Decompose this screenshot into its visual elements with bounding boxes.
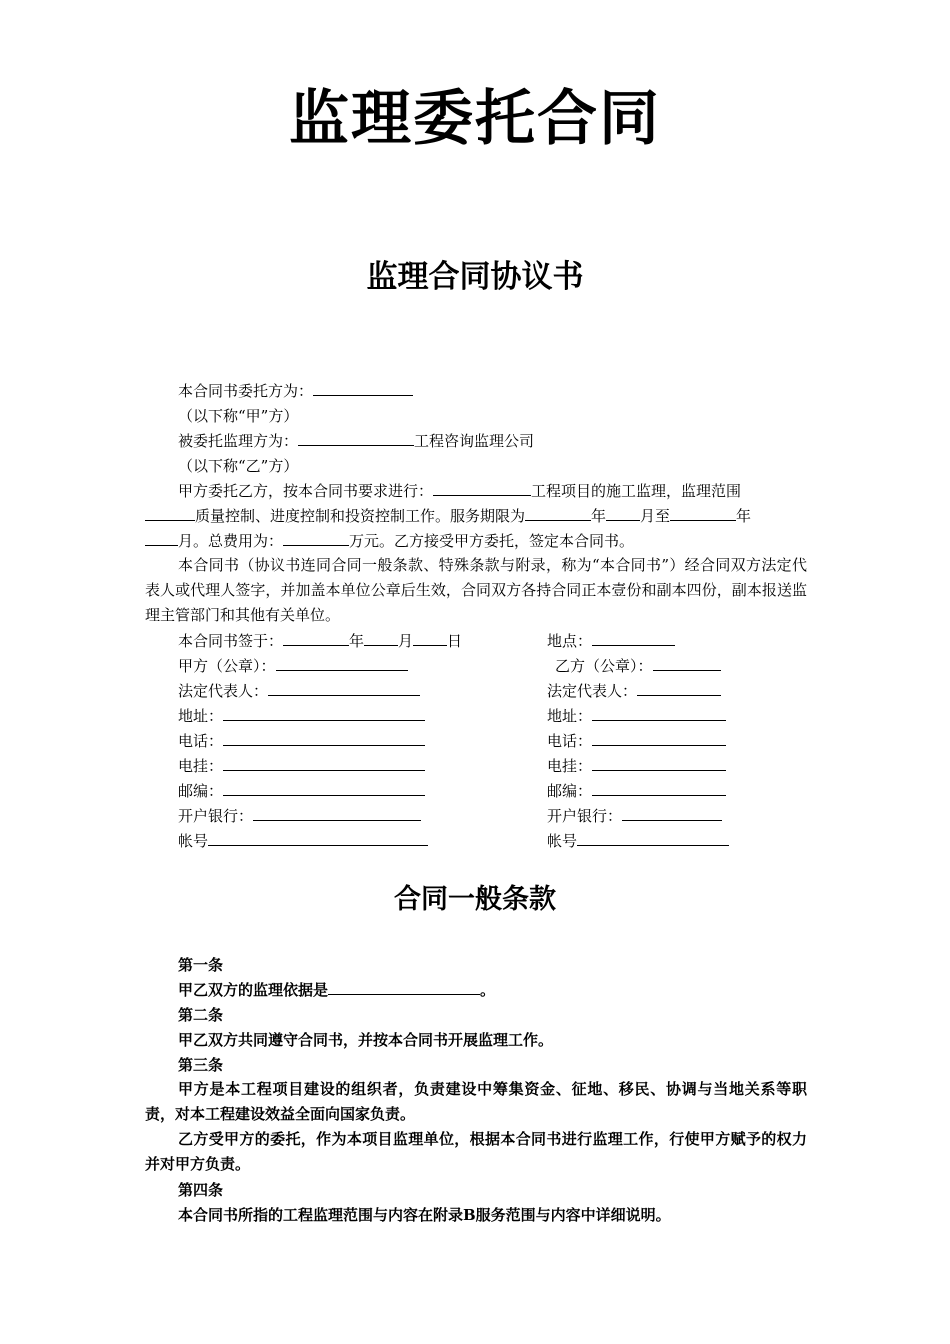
contractor-label: 被委托监理方为：	[178, 432, 299, 450]
para1-text-g: 月。总费用为：	[178, 532, 284, 550]
article-2-title: 第二条	[178, 1006, 224, 1024]
sign-year-blank	[283, 631, 349, 646]
para2: 本合同书（协议书连同合同一般条款、特殊条款与附录，称为“本合同书”）经合同双方法定代表人或代理人签字，并加盖本单位公章后生效，合同双方各持合同正本壹份和副本四份，副本报送监理主管部门和其他有关单位。	[145, 556, 807, 624]
para1-text-c: 质量控制、进度控制和投资控制工作。服务期限为	[195, 507, 526, 525]
party-b-bank-label: 开户银行：	[547, 807, 623, 825]
para1-text-f: 年	[736, 507, 752, 525]
para1-text-e: 月至	[640, 507, 671, 525]
party-b-cable-blank	[592, 756, 726, 771]
party-a-seal	[178, 656, 408, 676]
party-b-address-blank	[592, 706, 726, 721]
party-a-cable-blank	[223, 756, 425, 771]
para1-line3	[145, 531, 634, 551]
end-month-blank	[145, 531, 178, 546]
party-a-rep-blank	[268, 681, 420, 696]
party-b-cable-label: 电挂：	[547, 757, 593, 775]
party-b-account	[547, 831, 729, 851]
party-a-phone	[178, 731, 425, 751]
place-line	[547, 631, 675, 651]
sign-day-label: 日	[447, 632, 463, 650]
party-a-bank-label: 开户银行：	[178, 807, 254, 825]
party-b-address-label: 地址：	[547, 707, 593, 725]
place-blank	[592, 631, 675, 646]
end-year-blank	[670, 506, 736, 521]
party-a-address	[178, 706, 425, 726]
party-a-seal-blank	[276, 656, 408, 671]
party-a-postcode-label: 邮编：	[178, 782, 224, 800]
party-a-bank	[178, 806, 421, 826]
contractor-blank	[298, 431, 414, 446]
party-a-cable-label: 电挂：	[178, 757, 224, 775]
basis-blank	[328, 980, 480, 995]
article-1-text	[178, 980, 495, 1000]
article-1-title: 第一条	[178, 956, 224, 974]
party-a-address-blank	[223, 706, 425, 721]
signing-line	[178, 631, 462, 651]
party-b-account-label: 帐号	[547, 832, 578, 850]
para1-text-d: 年	[591, 507, 607, 525]
party-b-seal	[555, 656, 721, 676]
party-a-postcode	[178, 781, 425, 801]
party-b-postcode-label: 邮编：	[547, 782, 593, 800]
contractor-note: （以下称“乙”方）	[178, 457, 299, 475]
party-b-account-blank	[577, 831, 729, 846]
party-a-bank-blank	[253, 806, 421, 821]
party-b-rep-label: 法定代表人：	[547, 682, 638, 700]
principal-line	[178, 381, 413, 401]
principal-label: 本合同书委托方为：	[178, 382, 314, 400]
party-a-rep-label: 法定代表人：	[178, 682, 269, 700]
principal-blank	[313, 381, 413, 396]
sign-month-blank	[364, 631, 398, 646]
party-a-address-label: 地址：	[178, 707, 224, 725]
party-a-account	[178, 831, 428, 851]
party-b-phone-label: 电话：	[547, 732, 593, 750]
contractor-line	[178, 431, 534, 451]
article-4-title: 第四条	[178, 1181, 224, 1199]
party-b-postcode	[547, 781, 726, 801]
para1-text-b: 工程项目的施工监理，监理范围	[531, 482, 742, 500]
place-label: 地点：	[547, 632, 593, 650]
scope-blank	[145, 506, 195, 521]
article-3-para-2: 乙方受甲方的委托，作为本项目监理单位，根据本合同书进行监理工作，行使甲方赋予的权力并对甲方负责。	[145, 1130, 807, 1173]
party-a-account-blank	[208, 831, 428, 846]
party-b-seal-label: 乙方（公章）：	[555, 657, 653, 675]
party-b-cable	[547, 756, 726, 776]
general-clauses-title: 合同一般条款	[394, 884, 556, 915]
article-3-para-1: 甲方是本工程项目建设的组织者，负责建设中筹集资金、征地、移民、协调与当地关系等职责，对本工程建设效益全面向国家负责。	[145, 1080, 807, 1123]
signed-label: 本合同书签于：	[178, 632, 284, 650]
contractor-suffix: 工程咨询监理公司	[414, 432, 535, 450]
party-b-seal-blank	[653, 656, 721, 671]
party-b-bank	[547, 806, 722, 826]
sign-day-blank	[413, 631, 447, 646]
article-4-text: 本合同书所指的工程监理范围与内容在附录B服务范围与内容中详细说明。	[178, 1206, 671, 1224]
article-1-text-pre: 甲乙双方的监理依据是	[178, 981, 329, 999]
start-month-blank	[606, 506, 640, 521]
principal-note: （以下称“甲”方）	[178, 407, 299, 425]
party-a-postcode-blank	[223, 781, 425, 796]
party-b-phone	[547, 731, 726, 751]
start-year-blank	[525, 506, 591, 521]
party-a-phone-blank	[223, 731, 425, 746]
para1-line1	[178, 481, 741, 501]
article-2-text: 甲乙双方共同遵守合同书，并按本合同书开展监理工作。	[178, 1031, 554, 1049]
party-b-rep-blank	[637, 681, 721, 696]
party-a-rep	[178, 681, 420, 701]
party-b-bank-blank	[622, 806, 722, 821]
party-a-phone-label: 电话：	[178, 732, 224, 750]
party-b-postcode-blank	[592, 781, 726, 796]
sign-year-label: 年	[349, 632, 365, 650]
project-blank	[433, 481, 531, 496]
para1-text-a: 甲方委托乙方，按本合同书要求进行：	[178, 482, 434, 500]
fee-blank	[283, 531, 349, 546]
party-a-account-label: 帐号	[178, 832, 209, 850]
article-3-title: 第三条	[178, 1056, 224, 1074]
party-b-address	[547, 706, 726, 726]
party-a-cable	[178, 756, 425, 776]
party-b-phone-blank	[592, 731, 726, 746]
agreement-title: 监理合同协议书	[366, 259, 584, 295]
para1-text-h: 万元。乙方接受甲方委托，签定本合同书。	[349, 532, 635, 550]
party-a-seal-label: 甲方（公章）：	[178, 657, 276, 675]
para1-line2	[145, 506, 751, 526]
sign-month-label: 月	[398, 632, 414, 650]
article-1-text-post: 。	[480, 981, 496, 999]
main-title: 监理委托合同	[289, 84, 661, 154]
party-b-rep	[547, 681, 721, 701]
